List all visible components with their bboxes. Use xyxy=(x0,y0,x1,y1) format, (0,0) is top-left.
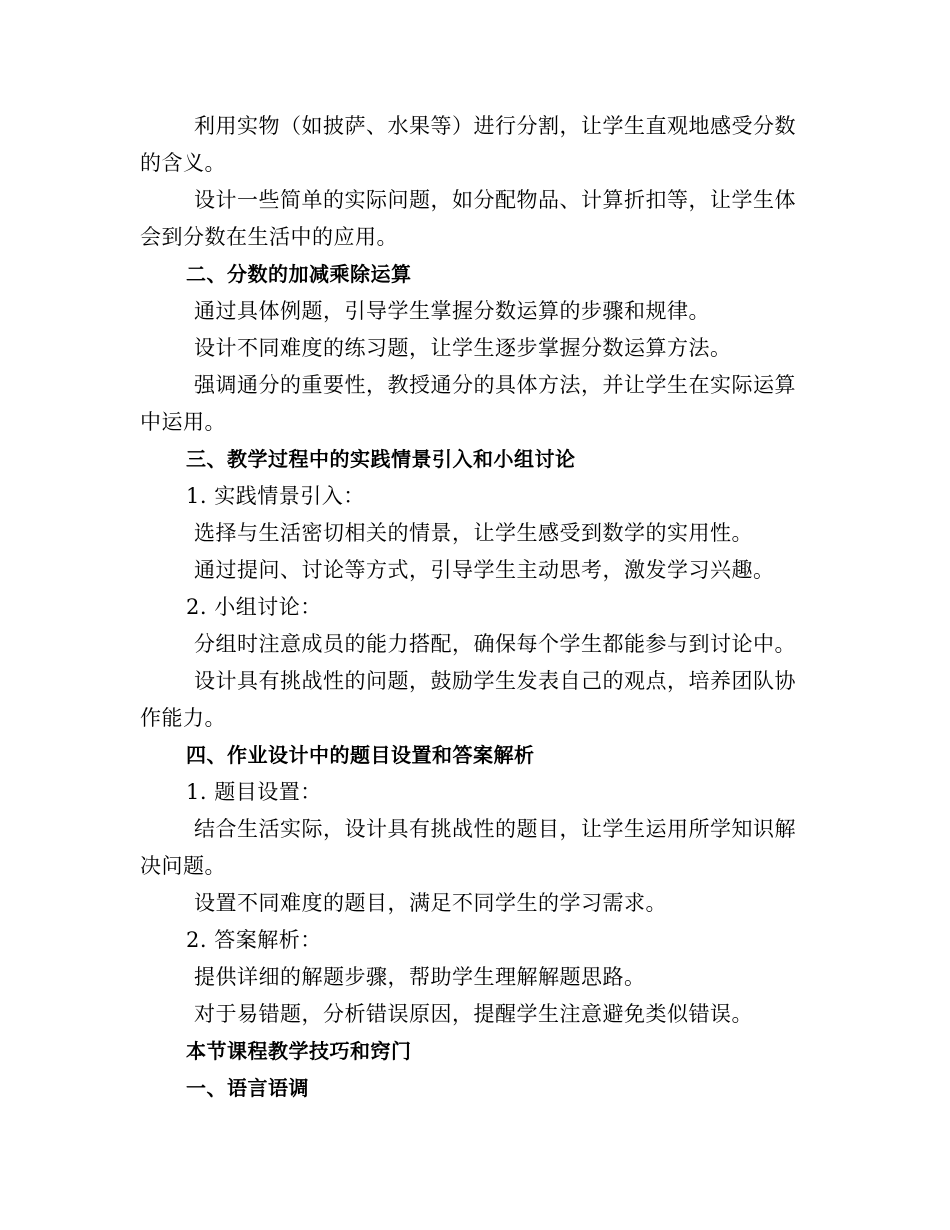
paragraph-line: 结合生活实际，设计具有挑战性的题目，让学生运用所学知识解 xyxy=(194,817,796,841)
paragraph-line: 通过具体例题，引导学生掌握分数运算的步骤和规律。 xyxy=(194,299,710,323)
numbered-item: 1. 实践情景引入： xyxy=(186,484,365,508)
paragraph-line: 决问题。 xyxy=(140,854,226,878)
paragraph-line: 选择与生活密切相关的情景，让学生感受到数学的实用性。 xyxy=(194,521,753,545)
numbered-item: 2. 答案解析： xyxy=(186,928,322,952)
paragraph-line: 设计一些简单的实际问题，如分配物品、计算折扣等，让学生体 xyxy=(194,188,796,212)
paragraph-line: 会到分数在生活中的应用。 xyxy=(140,225,398,249)
paragraph-line: 分组时注意成员的能力搭配，确保每个学生都能参与到讨论中。 xyxy=(194,632,796,656)
section-heading: 四、作业设计中的题目设置和答案解析 xyxy=(186,743,535,767)
paragraph-line: 对于易错题，分析错误原因，提醒学生注意避免类似错误。 xyxy=(194,1002,753,1026)
paragraph-line: 提供详细的解题步骤，帮助学生理解解题思路。 xyxy=(194,965,646,989)
section-heading: 本节课程教学技巧和窍门 xyxy=(186,1039,412,1063)
paragraph-line: 中运用。 xyxy=(140,410,226,434)
section-heading: 一、语言语调 xyxy=(186,1076,309,1100)
paragraph-line: 设计不同难度的练习题，让学生逐步掌握分数运算方法。 xyxy=(194,336,732,360)
paragraph-line: 设置不同难度的题目，满足不同学生的学习需求。 xyxy=(194,891,667,915)
numbered-item: 1. 题目设置： xyxy=(186,780,322,804)
paragraph-line: 设计具有挑战性的问题，鼓励学生发表自己的观点，培养团队协 xyxy=(194,669,796,693)
paragraph-line: 利用实物（如披萨、水果等）进行分割，让学生直观地感受分数 xyxy=(194,114,796,138)
paragraph-line: 作能力。 xyxy=(140,706,226,730)
section-heading: 二、分数的加减乘除运算 xyxy=(186,262,412,286)
paragraph-line: 的含义。 xyxy=(140,151,226,175)
paragraph-line: 强调通分的重要性，教授通分的具体方法，并让学生在实际运算 xyxy=(194,373,796,397)
numbered-item: 2. 小组讨论： xyxy=(186,595,322,619)
section-heading: 三、教学过程中的实践情景引入和小组讨论 xyxy=(186,447,576,471)
paragraph-line: 通过提问、讨论等方式，引导学生主动思考，激发学习兴趣。 xyxy=(194,558,775,582)
